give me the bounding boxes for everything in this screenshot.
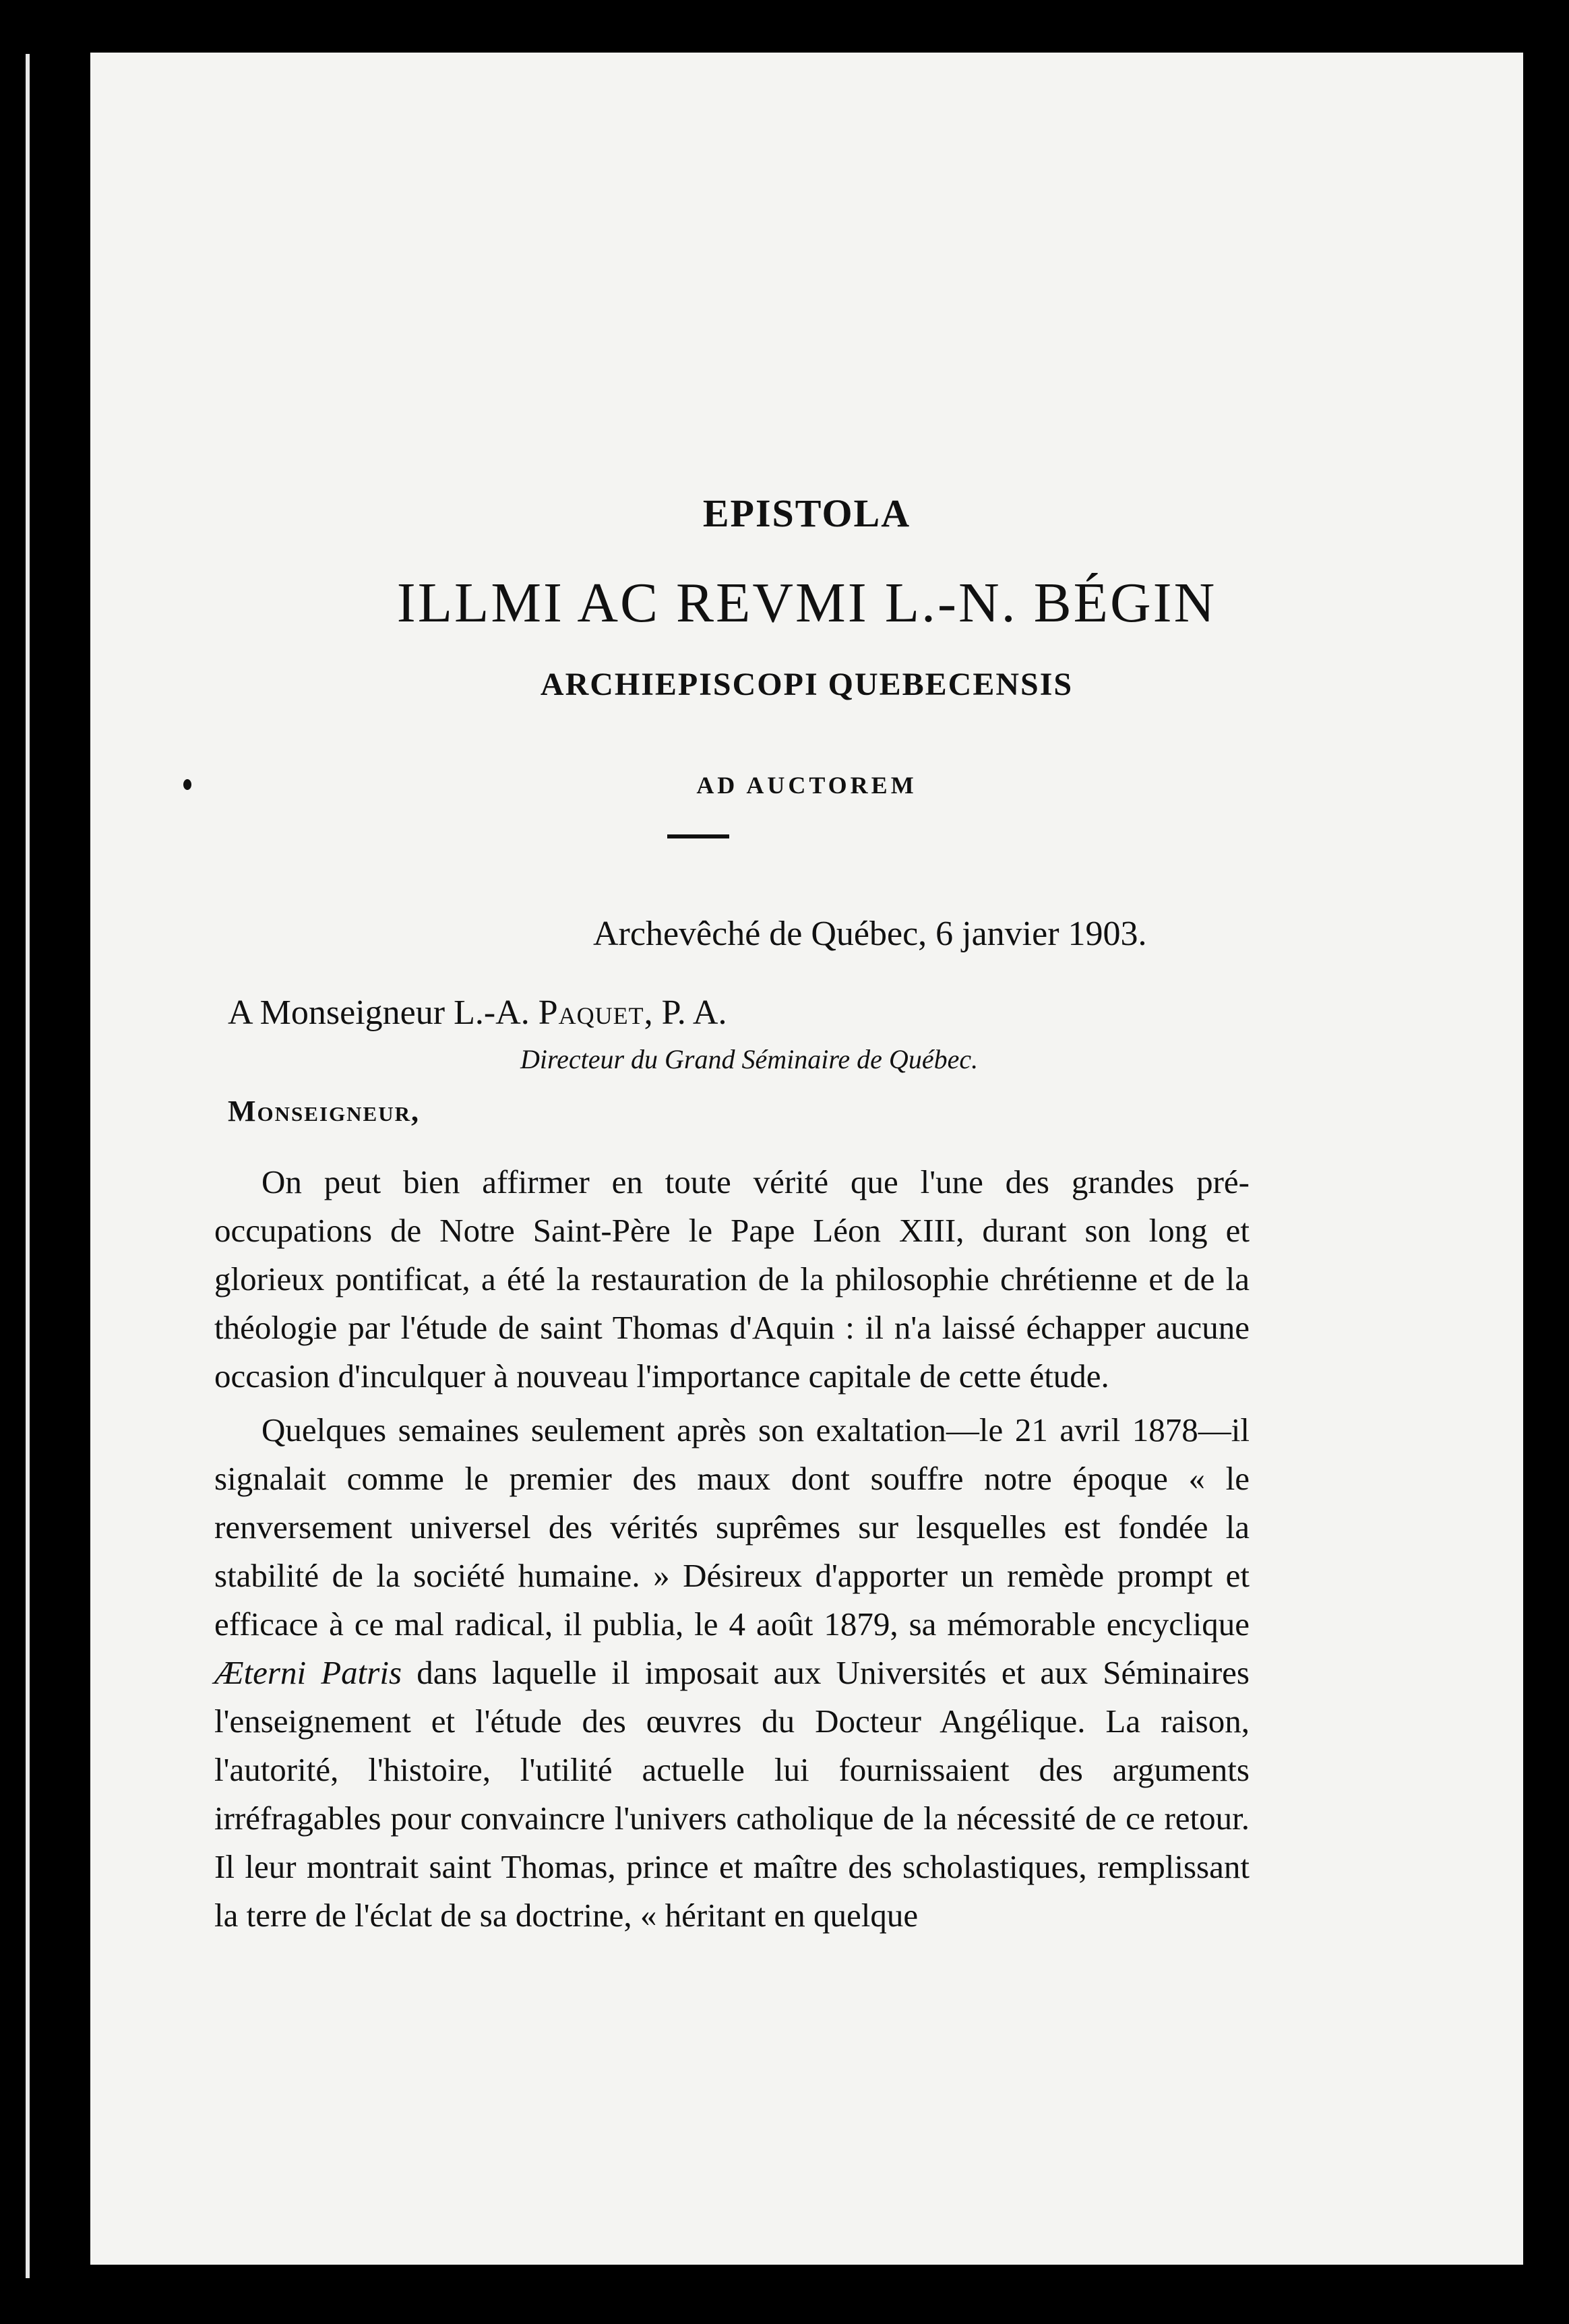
paragraph-2 [214,1406,1250,1940]
binding-edge [0,0,90,2324]
encyclical-title: Æterni Patris [214,1654,402,1691]
document-page [90,53,1523,2265]
salutation: Monseigneur, [228,1095,420,1128]
section-rule [667,834,729,838]
addressee [228,993,727,1033]
heading-epistola: EPISTOLA [702,491,911,535]
heading-archiepiscopi: ARCHIEPISCOPI QUEBECENSIS [540,667,1074,702]
heading-author-title: ILLMI AC REVMI L.-N. BÉGIN [396,572,1217,634]
dateline: Archevêché de Québec, 6 janvier 1903. [593,915,1147,953]
paragraph-2-part-a: Quelques semaines seulement après son exaltation—le 21 avril 1878—il signalait comme le premier des maux dont souffre notre époque « le renversement universel des vérités suprêmes sur lesquelles est fondée la stabilité de la société humaine. » Désireux d'apporter un remède prompt et efficace à ce mal radical, il publia, le 4 août 1879, sa mémorable encyclique [214,1411,1250,1643]
addressee-role: Directeur du Grand Séminaire de Québec. [520,1044,979,1074]
addressee-prefix: A Monseigneur L.-A. [228,993,539,1032]
addressee-name: Paquet [538,993,644,1032]
paragraph-1: On peut bien affirmer en toute vérité que l'une des grandes pré-occupations de Notre Saint-Père le Pape Léon XIII, durant son long et glorieux pontificat, a été la restauration de la philosophie chrétienne et de la théologie par l'étude de saint Thomas d'Aquin : il n'a laissé échapper aucune occasion d'inculquer à nouveau l'importance capitale de cette étude. [214,1163,1250,1395]
binding-strip [26,54,30,2278]
letter-body [214,1158,1250,1945]
paragraph-2-part-b: dans laquelle il imposait aux Universités et aux Séminaires l'enseignement et l'étude des œuvres du Docteur Angélique. La raison, l'autorité, l'histoire, l'utilité actuelle lui fournissaient des arguments irréfragables pour convaincre l'univers catholique de la nécessité de ce retour. Il leur montrait saint Thomas, prince et maître des scholastiques, remplissant la terre de l'éclat de sa doctrine, « héritant en quelque [214,1654,1250,1934]
addressee-suffix: , P. A. [644,993,727,1032]
margin-mark [183,779,191,790]
heading-ad-auctorem: AD AUCTOREM [696,772,917,799]
